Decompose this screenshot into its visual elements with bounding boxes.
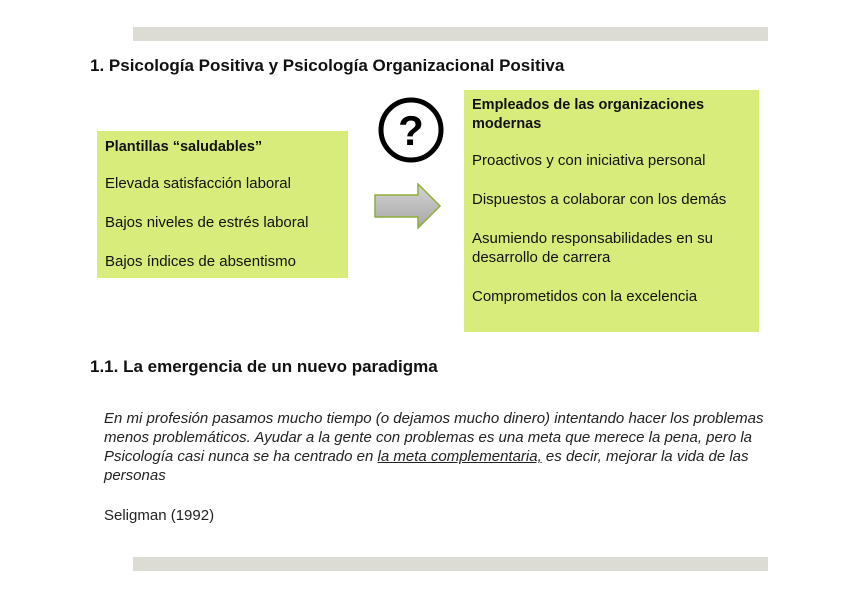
seligman-quote (104, 409, 784, 485)
modern-employees-box (464, 90, 759, 332)
subsection-heading: 1.1. La emergencia de un nuevo paradigma (90, 357, 438, 376)
question-mark-circle-icon (377, 96, 445, 164)
list-item: Elevada satisfacción laboral (105, 175, 291, 192)
healthy-workforce-title: Plantillas “saludables” (105, 139, 263, 155)
section-heading: 1. Psicología Positiva y Psicología Organizacional Positiva (90, 56, 565, 75)
right-arrow-icon (374, 183, 442, 229)
list-item: Bajos niveles de estrés laboral (105, 214, 309, 231)
quote-text-end: es decir, mejorar la vida de las personas (104, 448, 749, 484)
svg-text:?: ? (398, 107, 424, 154)
bottom-decorative-bar (133, 557, 768, 571)
top-decorative-bar (133, 27, 768, 41)
list-item: Asumiendo responsabilidades en su desarrollo de carrera (472, 230, 713, 266)
list-item: Proactivos y con iniciativa personal (472, 152, 706, 169)
quote-text: En mi profesión pasamos mucho tiempo (o dejamos mucho dinero) intentando hacer los problemas menos problemáticos. Ayudar a la gente con problemas es una meta que merece la pena, pero la Psicología casi nunca se ha centrado en (104, 410, 764, 465)
healthy-workforce-box (97, 131, 348, 278)
list-item: Dispuestos a colaborar con los demás (472, 191, 727, 208)
modern-employees-title: Empleados de las organizaciones modernas (472, 97, 705, 132)
quote-underlined-text: la meta complementaria, (377, 448, 542, 465)
list-item: Bajos índices de absentismo (105, 253, 296, 270)
quote-author: Seligman (1992) (104, 507, 215, 524)
list-item: Comprometidos con la excelencia (472, 288, 698, 305)
